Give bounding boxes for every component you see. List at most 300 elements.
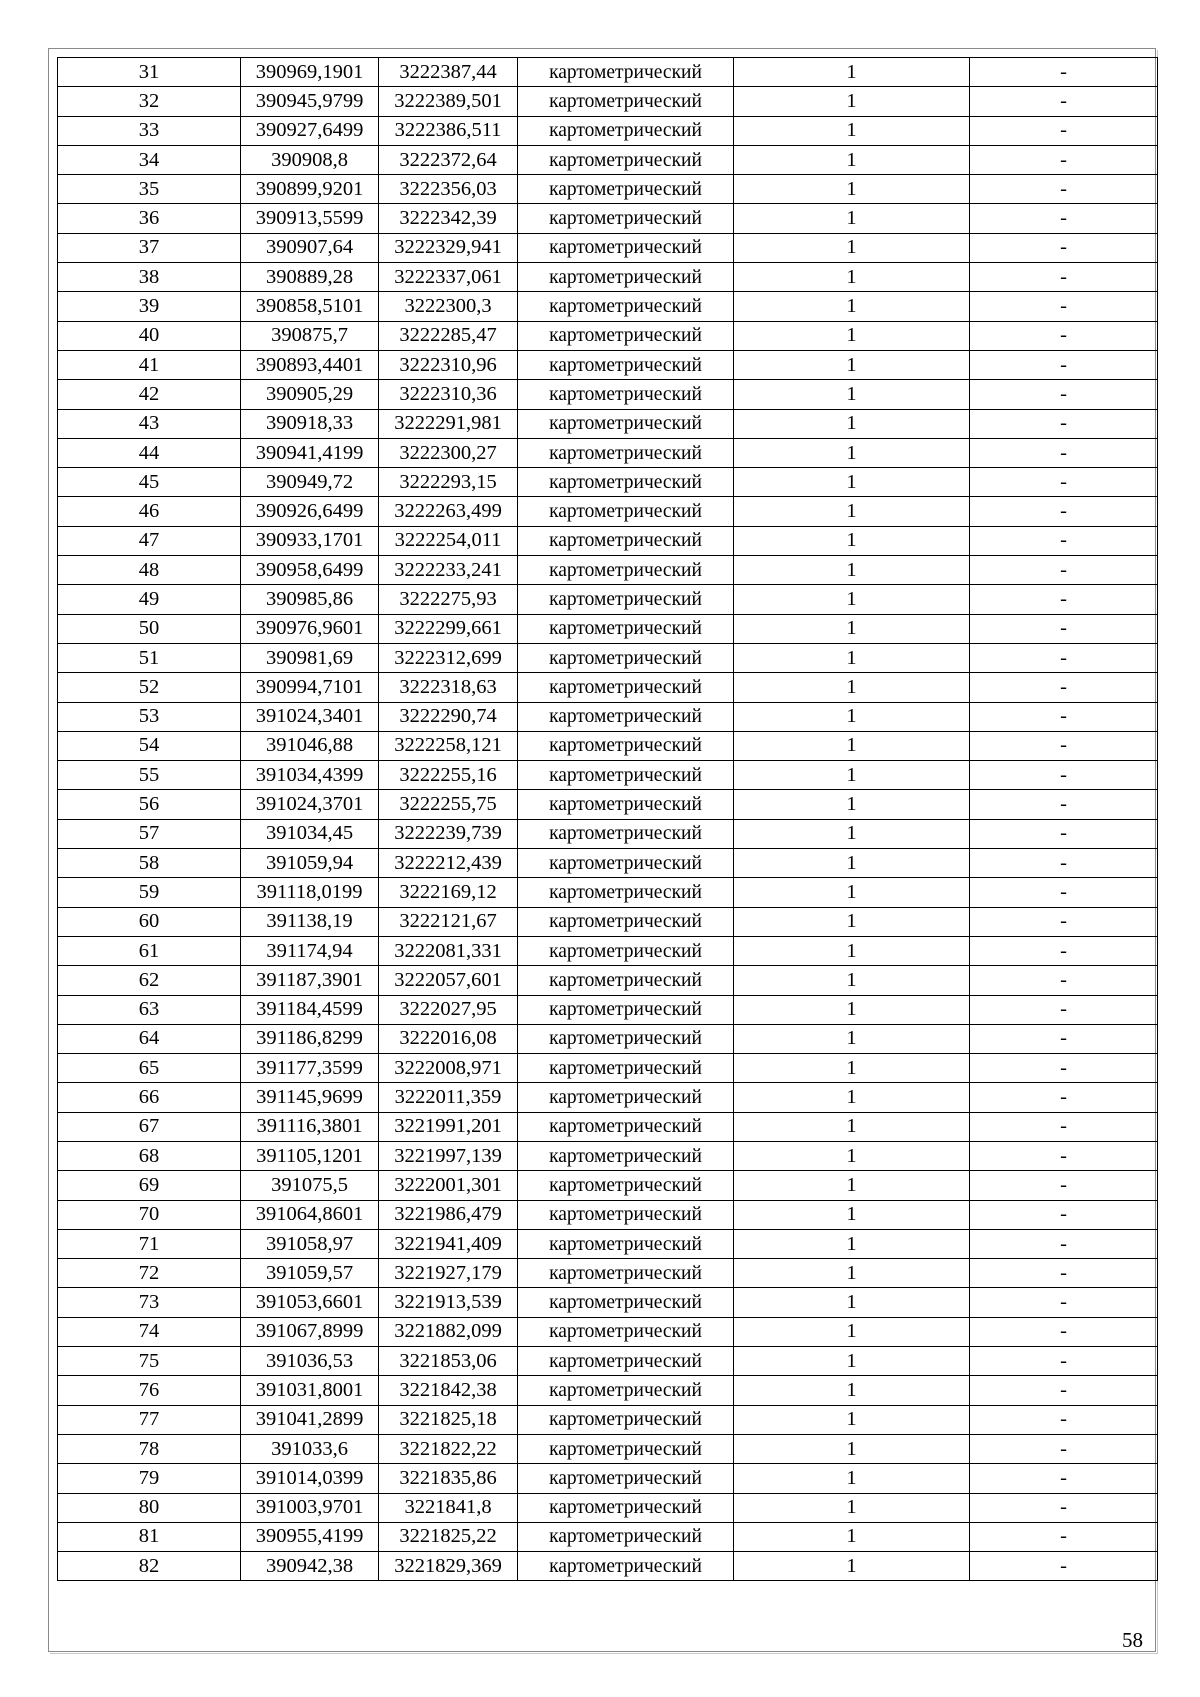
accuracy-cell: 1 bbox=[734, 556, 970, 585]
description-cell: - bbox=[970, 87, 1158, 116]
x-coordinate-cell: 391041,2899 bbox=[241, 1405, 379, 1434]
description-cell: - bbox=[970, 1171, 1158, 1200]
method-cell: картометрический bbox=[518, 585, 734, 614]
description-cell: - bbox=[970, 1347, 1158, 1376]
y-coordinate-cell: 3222233,241 bbox=[379, 556, 518, 585]
accuracy-cell: 1 bbox=[734, 643, 970, 672]
table-row bbox=[58, 1259, 1158, 1288]
accuracy-cell: 1 bbox=[734, 878, 970, 907]
description-cell: - bbox=[970, 849, 1158, 878]
description-cell: - bbox=[970, 1522, 1158, 1551]
x-coordinate-cell: 391034,45 bbox=[241, 819, 379, 848]
y-coordinate-cell: 3222291,981 bbox=[379, 409, 518, 438]
accuracy-cell: 1 bbox=[734, 380, 970, 409]
table-row bbox=[58, 556, 1158, 585]
table-row bbox=[58, 497, 1158, 526]
method-cell: картометрический bbox=[518, 878, 734, 907]
point-number-cell: 46 bbox=[58, 497, 241, 526]
description-cell: - bbox=[970, 1229, 1158, 1258]
y-coordinate-cell: 3222290,74 bbox=[379, 702, 518, 731]
y-coordinate-cell: 3222285,47 bbox=[379, 321, 518, 350]
description-cell: - bbox=[970, 409, 1158, 438]
accuracy-cell: 1 bbox=[734, 966, 970, 995]
method-cell: картометрический bbox=[518, 58, 734, 87]
description-cell: - bbox=[970, 1376, 1158, 1405]
method-cell: картометрический bbox=[518, 1288, 734, 1317]
table-row bbox=[58, 702, 1158, 731]
description-cell: - bbox=[970, 614, 1158, 643]
description-cell: - bbox=[970, 1434, 1158, 1463]
method-cell: картометрический bbox=[518, 1112, 734, 1141]
point-number-cell: 45 bbox=[58, 468, 241, 497]
x-coordinate-cell: 391064,8601 bbox=[241, 1200, 379, 1229]
x-coordinate-cell: 391058,97 bbox=[241, 1229, 379, 1258]
y-coordinate-cell: 3221882,099 bbox=[379, 1317, 518, 1346]
method-cell: картометрический bbox=[518, 175, 734, 204]
accuracy-cell: 1 bbox=[734, 116, 970, 145]
y-coordinate-cell: 3221991,201 bbox=[379, 1112, 518, 1141]
table-row bbox=[58, 1171, 1158, 1200]
table-row bbox=[58, 819, 1158, 848]
accuracy-cell: 1 bbox=[734, 87, 970, 116]
point-number-cell: 55 bbox=[58, 761, 241, 790]
point-number-cell: 44 bbox=[58, 438, 241, 467]
point-number-cell: 53 bbox=[58, 702, 241, 731]
table-row bbox=[58, 1024, 1158, 1053]
x-coordinate-cell: 391003,9701 bbox=[241, 1493, 379, 1522]
point-number-cell: 51 bbox=[58, 643, 241, 672]
accuracy-cell: 1 bbox=[734, 1434, 970, 1463]
y-coordinate-cell: 3221825,22 bbox=[379, 1522, 518, 1551]
accuracy-cell: 1 bbox=[734, 849, 970, 878]
method-cell: картометрический bbox=[518, 116, 734, 145]
y-coordinate-cell: 3221841,8 bbox=[379, 1493, 518, 1522]
y-coordinate-cell: 3222008,971 bbox=[379, 1054, 518, 1083]
accuracy-cell: 1 bbox=[734, 175, 970, 204]
method-cell: картометрический bbox=[518, 556, 734, 585]
x-coordinate-cell: 390875,7 bbox=[241, 321, 379, 350]
method-cell: картометрический bbox=[518, 819, 734, 848]
accuracy-cell: 1 bbox=[734, 145, 970, 174]
point-number-cell: 67 bbox=[58, 1112, 241, 1141]
point-number-cell: 69 bbox=[58, 1171, 241, 1200]
description-cell: - bbox=[970, 1083, 1158, 1112]
x-coordinate-cell: 391145,9699 bbox=[241, 1083, 379, 1112]
y-coordinate-cell: 3222121,67 bbox=[379, 907, 518, 936]
point-number-cell: 63 bbox=[58, 995, 241, 1024]
x-coordinate-cell: 390942,38 bbox=[241, 1552, 379, 1581]
point-number-cell: 42 bbox=[58, 380, 241, 409]
method-cell: картометрический bbox=[518, 233, 734, 262]
method-cell: картометрический bbox=[518, 1464, 734, 1493]
point-number-cell: 50 bbox=[58, 614, 241, 643]
point-number-cell: 43 bbox=[58, 409, 241, 438]
description-cell: - bbox=[970, 1259, 1158, 1288]
accuracy-cell: 1 bbox=[734, 292, 970, 321]
y-coordinate-cell: 3222387,44 bbox=[379, 58, 518, 87]
description-cell: - bbox=[970, 585, 1158, 614]
accuracy-cell: 1 bbox=[734, 1200, 970, 1229]
accuracy-cell: 1 bbox=[734, 497, 970, 526]
method-cell: картометрический bbox=[518, 87, 734, 116]
method-cell: картометрический bbox=[518, 1054, 734, 1083]
description-cell: - bbox=[970, 1552, 1158, 1581]
description-cell: - bbox=[970, 966, 1158, 995]
table-row bbox=[58, 1317, 1158, 1346]
table-row bbox=[58, 1522, 1158, 1551]
method-cell: картометрический bbox=[518, 409, 734, 438]
accuracy-cell: 1 bbox=[734, 790, 970, 819]
y-coordinate-cell: 3222212,439 bbox=[379, 849, 518, 878]
x-coordinate-cell: 391053,6601 bbox=[241, 1288, 379, 1317]
description-cell: - bbox=[970, 702, 1158, 731]
coordinates-table-body bbox=[58, 58, 1158, 1581]
point-number-cell: 75 bbox=[58, 1347, 241, 1376]
description-cell: - bbox=[970, 761, 1158, 790]
y-coordinate-cell: 3222011,359 bbox=[379, 1083, 518, 1112]
coordinates-table bbox=[57, 57, 1158, 1581]
description-cell: - bbox=[970, 1200, 1158, 1229]
method-cell: картометрический bbox=[518, 1229, 734, 1258]
table-row bbox=[58, 263, 1158, 292]
method-cell: картометрический bbox=[518, 995, 734, 1024]
point-number-cell: 82 bbox=[58, 1552, 241, 1581]
description-cell: - bbox=[970, 1054, 1158, 1083]
table-row bbox=[58, 995, 1158, 1024]
method-cell: картометрический bbox=[518, 292, 734, 321]
accuracy-cell: 1 bbox=[734, 1112, 970, 1141]
y-coordinate-cell: 3222342,39 bbox=[379, 204, 518, 233]
y-coordinate-cell: 3222299,661 bbox=[379, 614, 518, 643]
x-coordinate-cell: 390889,28 bbox=[241, 263, 379, 292]
method-cell: картометрический bbox=[518, 321, 734, 350]
x-coordinate-cell: 391105,1201 bbox=[241, 1141, 379, 1170]
description-cell: - bbox=[970, 1288, 1158, 1317]
x-coordinate-cell: 391187,3901 bbox=[241, 966, 379, 995]
x-coordinate-cell: 391177,3599 bbox=[241, 1054, 379, 1083]
point-number-cell: 36 bbox=[58, 204, 241, 233]
method-cell: картометрический bbox=[518, 1434, 734, 1463]
y-coordinate-cell: 3222329,941 bbox=[379, 233, 518, 262]
description-cell: - bbox=[970, 790, 1158, 819]
accuracy-cell: 1 bbox=[734, 233, 970, 262]
y-coordinate-cell: 3222293,15 bbox=[379, 468, 518, 497]
accuracy-cell: 1 bbox=[734, 1317, 970, 1346]
x-coordinate-cell: 390913,5599 bbox=[241, 204, 379, 233]
description-cell: - bbox=[970, 1464, 1158, 1493]
description-cell: - bbox=[970, 556, 1158, 585]
description-cell: - bbox=[970, 526, 1158, 555]
accuracy-cell: 1 bbox=[734, 936, 970, 965]
description-cell: - bbox=[970, 497, 1158, 526]
table-row bbox=[58, 1141, 1158, 1170]
table-row bbox=[58, 1434, 1158, 1463]
y-coordinate-cell: 3222310,36 bbox=[379, 380, 518, 409]
accuracy-cell: 1 bbox=[734, 585, 970, 614]
description-cell: - bbox=[970, 380, 1158, 409]
method-cell: картометрический bbox=[518, 438, 734, 467]
table-row bbox=[58, 58, 1158, 87]
table-row bbox=[58, 116, 1158, 145]
table-row bbox=[58, 1376, 1158, 1405]
x-coordinate-cell: 391034,4399 bbox=[241, 761, 379, 790]
point-number-cell: 59 bbox=[58, 878, 241, 907]
description-cell: - bbox=[970, 263, 1158, 292]
x-coordinate-cell: 390994,7101 bbox=[241, 673, 379, 702]
table-row bbox=[58, 1464, 1158, 1493]
accuracy-cell: 1 bbox=[734, 58, 970, 87]
method-cell: картометрический bbox=[518, 1024, 734, 1053]
accuracy-cell: 1 bbox=[734, 731, 970, 760]
method-cell: картометрический bbox=[518, 145, 734, 174]
method-cell: картометрический bbox=[518, 497, 734, 526]
y-coordinate-cell: 3222255,75 bbox=[379, 790, 518, 819]
point-number-cell: 71 bbox=[58, 1229, 241, 1258]
description-cell: - bbox=[970, 1112, 1158, 1141]
accuracy-cell: 1 bbox=[734, 1347, 970, 1376]
x-coordinate-cell: 390927,6499 bbox=[241, 116, 379, 145]
table-row bbox=[58, 1288, 1158, 1317]
accuracy-cell: 1 bbox=[734, 1522, 970, 1551]
point-number-cell: 41 bbox=[58, 350, 241, 379]
table-row bbox=[58, 643, 1158, 672]
accuracy-cell: 1 bbox=[734, 1083, 970, 1112]
x-coordinate-cell: 390955,4199 bbox=[241, 1522, 379, 1551]
x-coordinate-cell: 391024,3401 bbox=[241, 702, 379, 731]
x-coordinate-cell: 390933,1701 bbox=[241, 526, 379, 555]
method-cell: картометрический bbox=[518, 204, 734, 233]
y-coordinate-cell: 3221986,479 bbox=[379, 1200, 518, 1229]
point-number-cell: 54 bbox=[58, 731, 241, 760]
point-number-cell: 34 bbox=[58, 145, 241, 174]
description-cell: - bbox=[970, 673, 1158, 702]
point-number-cell: 58 bbox=[58, 849, 241, 878]
page-number: 58 bbox=[1122, 1628, 1143, 1652]
table-row bbox=[58, 438, 1158, 467]
method-cell: картометрический bbox=[518, 1376, 734, 1405]
x-coordinate-cell: 390945,9799 bbox=[241, 87, 379, 116]
y-coordinate-cell: 3221997,139 bbox=[379, 1141, 518, 1170]
method-cell: картометрический bbox=[518, 1200, 734, 1229]
x-coordinate-cell: 390981,69 bbox=[241, 643, 379, 672]
table-row bbox=[58, 468, 1158, 497]
point-number-cell: 39 bbox=[58, 292, 241, 321]
table-row bbox=[58, 1405, 1158, 1434]
table-row bbox=[58, 614, 1158, 643]
y-coordinate-cell: 3222258,121 bbox=[379, 731, 518, 760]
point-number-cell: 38 bbox=[58, 263, 241, 292]
accuracy-cell: 1 bbox=[734, 1552, 970, 1581]
x-coordinate-cell: 390985,86 bbox=[241, 585, 379, 614]
table-row bbox=[58, 1347, 1158, 1376]
description-cell: - bbox=[970, 643, 1158, 672]
table-row bbox=[58, 585, 1158, 614]
y-coordinate-cell: 3222337,061 bbox=[379, 263, 518, 292]
description-cell: - bbox=[970, 233, 1158, 262]
point-number-cell: 73 bbox=[58, 1288, 241, 1317]
table-row bbox=[58, 1552, 1158, 1581]
accuracy-cell: 1 bbox=[734, 1493, 970, 1522]
description-cell: - bbox=[970, 731, 1158, 760]
table-row bbox=[58, 409, 1158, 438]
method-cell: картометрический bbox=[518, 702, 734, 731]
method-cell: картометрический bbox=[518, 849, 734, 878]
description-cell: - bbox=[970, 907, 1158, 936]
x-coordinate-cell: 390893,4401 bbox=[241, 350, 379, 379]
method-cell: картометрический bbox=[518, 350, 734, 379]
y-coordinate-cell: 3222389,501 bbox=[379, 87, 518, 116]
table-row bbox=[58, 1229, 1158, 1258]
table-row bbox=[58, 936, 1158, 965]
y-coordinate-cell: 3222263,499 bbox=[379, 497, 518, 526]
x-coordinate-cell: 391174,94 bbox=[241, 936, 379, 965]
method-cell: картометрический bbox=[518, 643, 734, 672]
description-cell: - bbox=[970, 1141, 1158, 1170]
method-cell: картометрический bbox=[518, 1347, 734, 1376]
table-row bbox=[58, 350, 1158, 379]
point-number-cell: 48 bbox=[58, 556, 241, 585]
method-cell: картометрический bbox=[518, 1083, 734, 1112]
accuracy-cell: 1 bbox=[734, 1171, 970, 1200]
accuracy-cell: 1 bbox=[734, 321, 970, 350]
point-number-cell: 60 bbox=[58, 907, 241, 936]
method-cell: картометрический bbox=[518, 673, 734, 702]
description-cell: - bbox=[970, 204, 1158, 233]
description-cell: - bbox=[970, 438, 1158, 467]
x-coordinate-cell: 391036,53 bbox=[241, 1347, 379, 1376]
description-cell: - bbox=[970, 145, 1158, 174]
x-coordinate-cell: 390941,4199 bbox=[241, 438, 379, 467]
x-coordinate-cell: 390949,72 bbox=[241, 468, 379, 497]
accuracy-cell: 1 bbox=[734, 995, 970, 1024]
table-row bbox=[58, 790, 1158, 819]
description-cell: - bbox=[970, 58, 1158, 87]
method-cell: картометрический bbox=[518, 1141, 734, 1170]
accuracy-cell: 1 bbox=[734, 438, 970, 467]
description-cell: - bbox=[970, 321, 1158, 350]
accuracy-cell: 1 bbox=[734, 1405, 970, 1434]
y-coordinate-cell: 3222057,601 bbox=[379, 966, 518, 995]
x-coordinate-cell: 391059,57 bbox=[241, 1259, 379, 1288]
y-coordinate-cell: 3222300,27 bbox=[379, 438, 518, 467]
method-cell: картометрический bbox=[518, 790, 734, 819]
y-coordinate-cell: 3222275,93 bbox=[379, 585, 518, 614]
description-cell: - bbox=[970, 468, 1158, 497]
table-row bbox=[58, 233, 1158, 262]
table-row bbox=[58, 849, 1158, 878]
accuracy-cell: 1 bbox=[734, 263, 970, 292]
y-coordinate-cell: 3222312,699 bbox=[379, 643, 518, 672]
description-cell: - bbox=[970, 1317, 1158, 1346]
description-cell: - bbox=[970, 116, 1158, 145]
y-coordinate-cell: 3222027,95 bbox=[379, 995, 518, 1024]
x-coordinate-cell: 391116,3801 bbox=[241, 1112, 379, 1141]
y-coordinate-cell: 3221853,06 bbox=[379, 1347, 518, 1376]
method-cell: картометрический bbox=[518, 263, 734, 292]
point-number-cell: 62 bbox=[58, 966, 241, 995]
table-row bbox=[58, 175, 1158, 204]
table-row bbox=[58, 321, 1158, 350]
point-number-cell: 35 bbox=[58, 175, 241, 204]
x-coordinate-cell: 390926,6499 bbox=[241, 497, 379, 526]
method-cell: картометрический bbox=[518, 1493, 734, 1522]
point-number-cell: 80 bbox=[58, 1493, 241, 1522]
method-cell: картометрический bbox=[518, 731, 734, 760]
x-coordinate-cell: 391186,8299 bbox=[241, 1024, 379, 1053]
point-number-cell: 72 bbox=[58, 1259, 241, 1288]
y-coordinate-cell: 3222169,12 bbox=[379, 878, 518, 907]
accuracy-cell: 1 bbox=[734, 204, 970, 233]
point-number-cell: 40 bbox=[58, 321, 241, 350]
point-number-cell: 33 bbox=[58, 116, 241, 145]
method-cell: картометрический bbox=[518, 1522, 734, 1551]
x-coordinate-cell: 391014,0399 bbox=[241, 1464, 379, 1493]
x-coordinate-cell: 390899,9201 bbox=[241, 175, 379, 204]
x-coordinate-cell: 390969,1901 bbox=[241, 58, 379, 87]
point-number-cell: 57 bbox=[58, 819, 241, 848]
accuracy-cell: 1 bbox=[734, 907, 970, 936]
accuracy-cell: 1 bbox=[734, 761, 970, 790]
y-coordinate-cell: 3222081,331 bbox=[379, 936, 518, 965]
accuracy-cell: 1 bbox=[734, 350, 970, 379]
point-number-cell: 78 bbox=[58, 1434, 241, 1463]
point-number-cell: 61 bbox=[58, 936, 241, 965]
x-coordinate-cell: 391031,8001 bbox=[241, 1376, 379, 1405]
point-number-cell: 56 bbox=[58, 790, 241, 819]
method-cell: картометрический bbox=[518, 468, 734, 497]
y-coordinate-cell: 3222310,96 bbox=[379, 350, 518, 379]
y-coordinate-cell: 3221829,369 bbox=[379, 1552, 518, 1581]
point-number-cell: 31 bbox=[58, 58, 241, 87]
method-cell: картометрический bbox=[518, 1405, 734, 1434]
y-coordinate-cell: 3222016,08 bbox=[379, 1024, 518, 1053]
table-row bbox=[58, 1112, 1158, 1141]
point-number-cell: 68 bbox=[58, 1141, 241, 1170]
table-row bbox=[58, 145, 1158, 174]
method-cell: картометрический bbox=[518, 761, 734, 790]
table-row bbox=[58, 87, 1158, 116]
y-coordinate-cell: 3221927,179 bbox=[379, 1259, 518, 1288]
method-cell: картометрический bbox=[518, 1259, 734, 1288]
table-row bbox=[58, 1200, 1158, 1229]
accuracy-cell: 1 bbox=[734, 526, 970, 555]
accuracy-cell: 1 bbox=[734, 702, 970, 731]
accuracy-cell: 1 bbox=[734, 1376, 970, 1405]
accuracy-cell: 1 bbox=[734, 1054, 970, 1083]
point-number-cell: 64 bbox=[58, 1024, 241, 1053]
table-row bbox=[58, 380, 1158, 409]
x-coordinate-cell: 390858,5101 bbox=[241, 292, 379, 321]
point-number-cell: 32 bbox=[58, 87, 241, 116]
x-coordinate-cell: 391033,6 bbox=[241, 1434, 379, 1463]
x-coordinate-cell: 391046,88 bbox=[241, 731, 379, 760]
point-number-cell: 47 bbox=[58, 526, 241, 555]
accuracy-cell: 1 bbox=[734, 614, 970, 643]
point-number-cell: 52 bbox=[58, 673, 241, 702]
table-row bbox=[58, 1083, 1158, 1112]
description-cell: - bbox=[970, 1024, 1158, 1053]
table-row bbox=[58, 204, 1158, 233]
y-coordinate-cell: 3221913,539 bbox=[379, 1288, 518, 1317]
x-coordinate-cell: 390907,64 bbox=[241, 233, 379, 262]
description-cell: - bbox=[970, 878, 1158, 907]
description-cell: - bbox=[970, 350, 1158, 379]
point-number-cell: 66 bbox=[58, 1083, 241, 1112]
y-coordinate-cell: 3222386,511 bbox=[379, 116, 518, 145]
point-number-cell: 79 bbox=[58, 1464, 241, 1493]
y-coordinate-cell: 3221835,86 bbox=[379, 1464, 518, 1493]
method-cell: картометрический bbox=[518, 380, 734, 409]
